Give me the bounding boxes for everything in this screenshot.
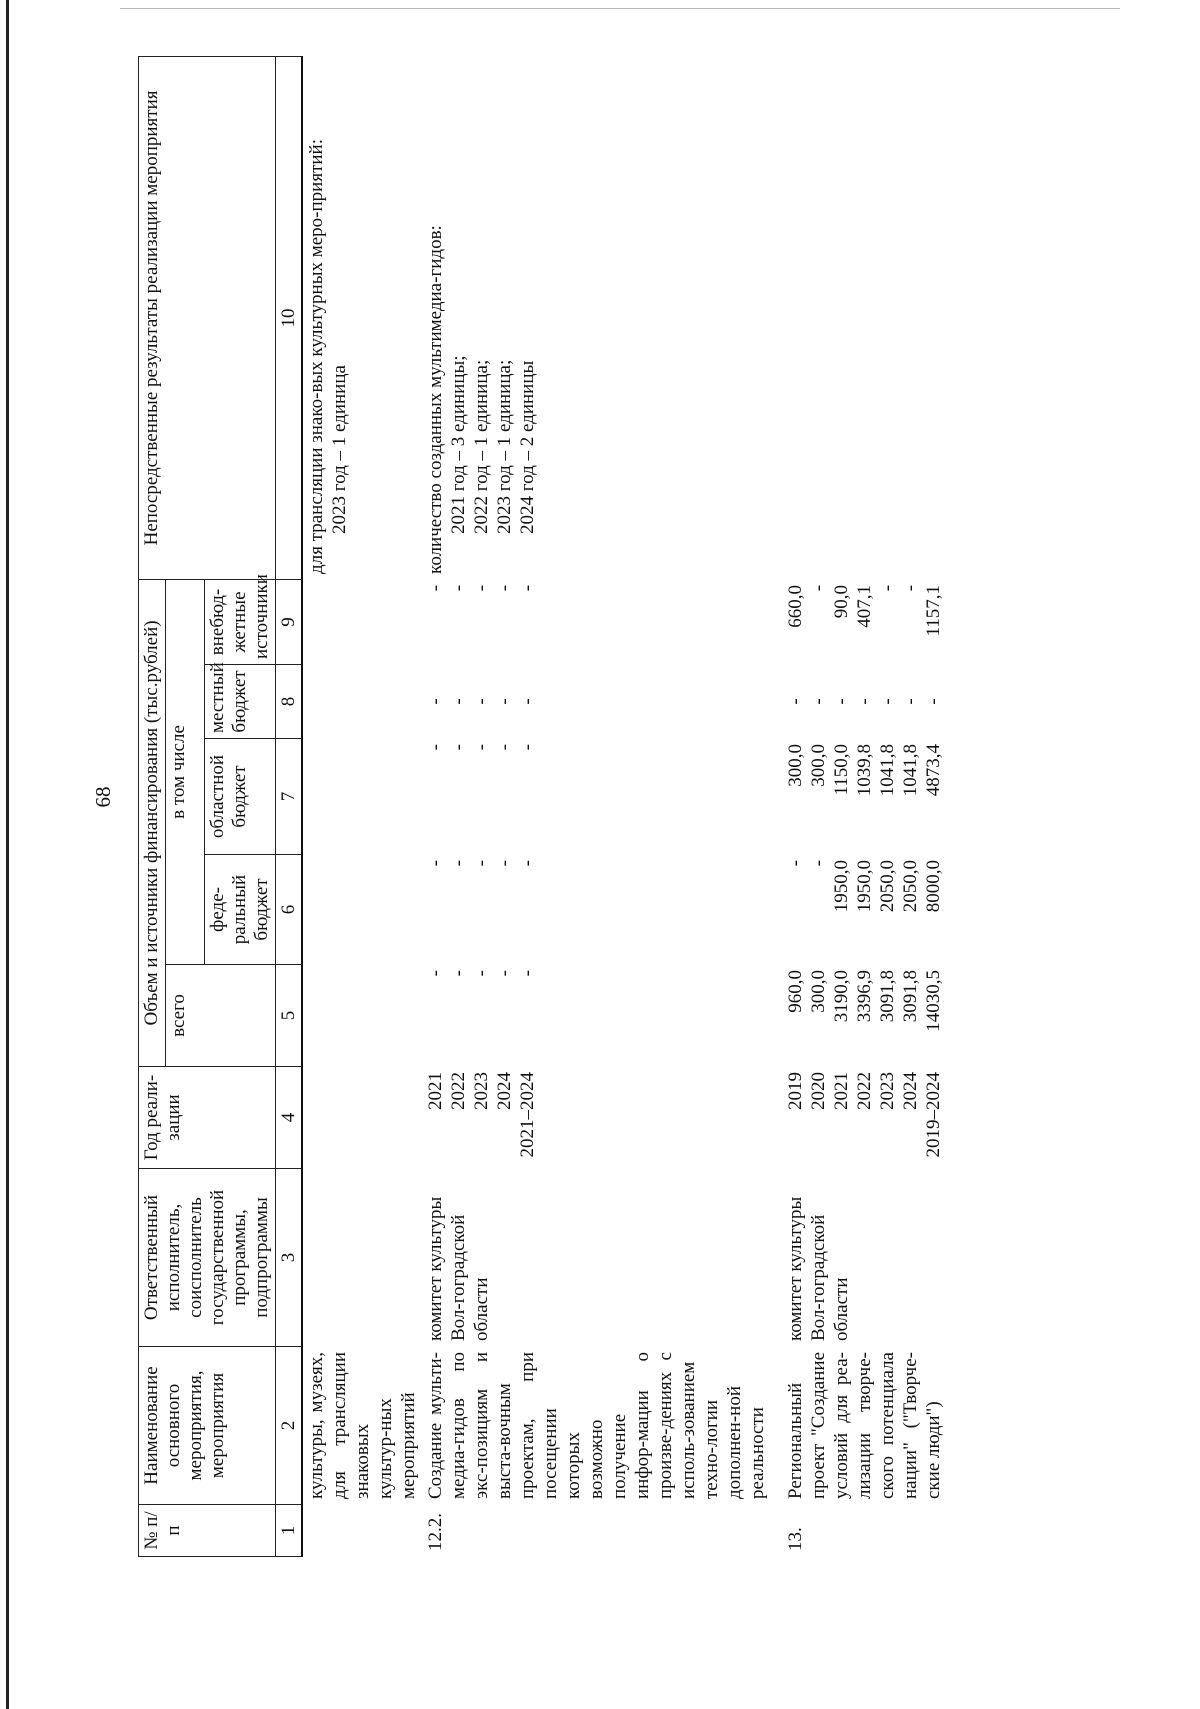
table-row <box>302 56 422 1556</box>
header-federal: феде-ральный бюджет <box>205 855 276 965</box>
row-extra-value: - <box>494 584 515 592</box>
row-local-value: - <box>517 698 538 705</box>
row-regional-value: - <box>448 744 469 751</box>
row-extra <box>422 579 782 664</box>
row-regional-value: - <box>471 744 492 751</box>
col-number: 7 <box>276 739 303 855</box>
row-extra <box>302 579 422 664</box>
row-federal <box>782 855 972 965</box>
row-federal-value: 1950,0 <box>854 860 875 913</box>
row-regional-value: 1041,8 <box>900 744 921 797</box>
row-years-value: 2020 <box>808 1072 829 1110</box>
row-regional-value: 1041,8 <box>877 744 898 797</box>
col-number: 1 <box>276 1505 303 1557</box>
row-executor: комитет культуры Вол-гоградской области <box>785 1196 852 1341</box>
row-years-value: 2019–2024 <box>923 1072 944 1158</box>
row-results <box>422 56 782 579</box>
header-year: Год реали-зации <box>139 1067 276 1169</box>
row-local-value: - <box>923 698 944 705</box>
col-number: 3 <box>276 1169 303 1347</box>
row-name: культуры, музеях, для трансляции знаковых культур-ных мероприятий <box>306 1352 419 1499</box>
row-results <box>302 56 422 579</box>
scan-top-rule <box>120 8 1120 9</box>
row-local-value: - <box>831 698 852 705</box>
row-years-value: 2023 <box>471 1072 492 1110</box>
row-extra-value: 660,0 <box>785 584 806 628</box>
row-federal-value: - <box>471 860 492 867</box>
row-regional-value: 1150,0 <box>831 744 852 796</box>
row-total-value: - <box>471 970 492 977</box>
col-number: 2 <box>276 1347 303 1505</box>
header-results: Непосредственные результаты реализации мероприятия <box>139 56 276 579</box>
header-num: № п/п <box>139 1505 276 1557</box>
row-federal-value: 8000,0 <box>923 860 944 913</box>
row-federal-value: 1950,0 <box>831 860 852 913</box>
table-body <box>302 56 972 1556</box>
row-federal-value: - <box>425 860 446 867</box>
page-number: 68 <box>91 786 115 808</box>
header-local: местный бюджет <box>205 665 276 739</box>
row-regional-value: 300,0 <box>785 744 806 787</box>
result-item: 2023 год – 1 единица; <box>494 359 515 534</box>
row-local-value: - <box>448 698 469 705</box>
row-number: 13. <box>785 1527 806 1551</box>
row-results <box>782 56 972 579</box>
row-federal-value: - <box>494 860 515 867</box>
row-years-value: 2023 <box>877 1072 898 1110</box>
row-federal <box>302 855 422 965</box>
result-item: 2024 год – 2 единицы <box>517 360 538 534</box>
row-years-value: 2022 <box>854 1072 875 1110</box>
row-years-value: 2021–2024 <box>517 1072 538 1158</box>
row-local-value: - <box>425 698 446 705</box>
row-local-value: - <box>494 698 515 705</box>
row-total-value: 960,0 <box>785 970 806 1013</box>
row-total-value: 3190,0 <box>831 970 852 1023</box>
header-including: в том числе <box>166 579 205 964</box>
col-number: 10 <box>276 56 303 579</box>
row-years-value: 2021 <box>831 1072 852 1110</box>
row-regional <box>422 739 782 855</box>
row-years-value: 2019 <box>785 1072 806 1110</box>
result-text: количество созданных мультимедиа-гидов: <box>425 225 446 574</box>
row-years <box>782 1067 972 1169</box>
row-federal-value: 2050,0 <box>900 860 921 913</box>
row-local-value: - <box>877 698 898 705</box>
col-number: 8 <box>276 665 303 739</box>
row-federal-value: - <box>517 860 538 867</box>
row-federal-value: - <box>448 860 469 867</box>
row-total-value: 300,0 <box>808 970 829 1013</box>
row-name: Региональный проект "Создание условий для реа-лизации творче-ского потенциала нации" ("Творче-ские люди") <box>785 1352 944 1499</box>
col-number: 4 <box>276 1067 303 1169</box>
header-finance: Объем и источники финансирования (тыс.рублей) <box>139 579 166 1066</box>
row-extra-value: - <box>448 584 469 592</box>
row-extra-value: 407,1 <box>854 584 875 628</box>
row-extra-value: - <box>808 584 829 592</box>
row-total-value: - <box>517 970 538 977</box>
row-number: 12.2. <box>425 1513 446 1551</box>
result-item: 2021 год – 3 единицы; <box>448 355 469 534</box>
row-years <box>422 1067 782 1169</box>
row-total-value: - <box>425 970 446 977</box>
row-local-value: - <box>785 698 806 705</box>
row-local <box>422 665 782 739</box>
row-years-value: 2024 <box>494 1072 515 1110</box>
row-total-value: - <box>494 970 515 977</box>
row-federal-value: 2050,0 <box>877 860 898 913</box>
row-number <box>302 1505 422 1557</box>
program-table <box>138 56 972 1557</box>
row-regional-value: - <box>494 744 515 751</box>
row-total-value: 3396,9 <box>854 970 875 1023</box>
row-years-value: 2021 <box>425 1072 446 1110</box>
row-extra-value: - <box>471 584 492 592</box>
row-federal-value: - <box>808 860 829 867</box>
row-regional-value: - <box>425 744 446 751</box>
row-regional <box>302 739 422 855</box>
row-regional-value: 300,0 <box>808 744 829 787</box>
row-local-value: - <box>471 698 492 705</box>
row-federal <box>422 855 782 965</box>
row-regional-value: - <box>517 744 538 751</box>
row-federal-value: - <box>785 860 806 867</box>
row-extra <box>782 579 972 664</box>
rotated-page <box>92 57 1100 1557</box>
result-text: для трансляции знако-вых культурных меро-приятий: <box>306 139 327 574</box>
row-total <box>302 965 422 1067</box>
row-total-value: 3091,8 <box>900 970 921 1023</box>
header-regional: областной бюджет <box>205 739 276 855</box>
col-number: 6 <box>276 855 303 965</box>
row-years-value: 2024 <box>900 1072 921 1110</box>
row-years-value: 2022 <box>448 1072 469 1110</box>
row-total <box>422 965 782 1067</box>
row-local-value: - <box>854 698 875 705</box>
header-executor: Ответственный исполнитель, соисполнитель государственной программы, подпрограммы <box>139 1169 276 1347</box>
row-total-value: - <box>448 970 469 977</box>
row-extra-value: - <box>425 584 446 592</box>
row-total-value: 14030,5 <box>923 970 944 1032</box>
result-item: 2023 год – 1 единица <box>329 365 350 534</box>
row-regional <box>782 739 972 855</box>
row-total-value: 3091,8 <box>877 970 898 1023</box>
table-row <box>422 56 782 1556</box>
page-scan-edge <box>6 0 9 1709</box>
table-row <box>782 56 972 1556</box>
row-local <box>302 665 422 739</box>
row-local-value: - <box>900 698 921 705</box>
row-executor <box>302 1169 422 1347</box>
row-total <box>782 965 972 1067</box>
row-extra-value: 90,0 <box>831 584 852 619</box>
col-number: 5 <box>276 965 303 1067</box>
row-extra-value: - <box>877 584 898 592</box>
col-number: 9 <box>276 579 303 664</box>
header-extra: внебюд-жетные источники <box>205 579 276 664</box>
header-name: Наименование основного мероприятия, мероприятия <box>139 1347 276 1505</box>
row-extra-value: - <box>900 584 921 592</box>
row-extra-value: - <box>517 584 538 592</box>
row-regional-value: 4873,4 <box>923 744 944 797</box>
row-name: Создание мульти-медиа-гидов по экс-позициям и выста-вочным проектам, при посещении которых возможно получение инфор-мации о произве-дениях с исполь-зованием техно-логии дополнен-ной реальности <box>425 1352 768 1499</box>
row-executor: комитет культуры Вол-гоградской области <box>425 1196 492 1341</box>
row-years <box>302 1067 422 1169</box>
row-regional-value: 1039,8 <box>854 744 875 797</box>
result-item: 2022 год – 1 единица; <box>471 359 492 534</box>
row-local-value: - <box>808 698 829 705</box>
header-total: всего <box>166 965 276 1067</box>
row-local <box>782 665 972 739</box>
row-extra-value: 1157,1 <box>923 584 944 637</box>
